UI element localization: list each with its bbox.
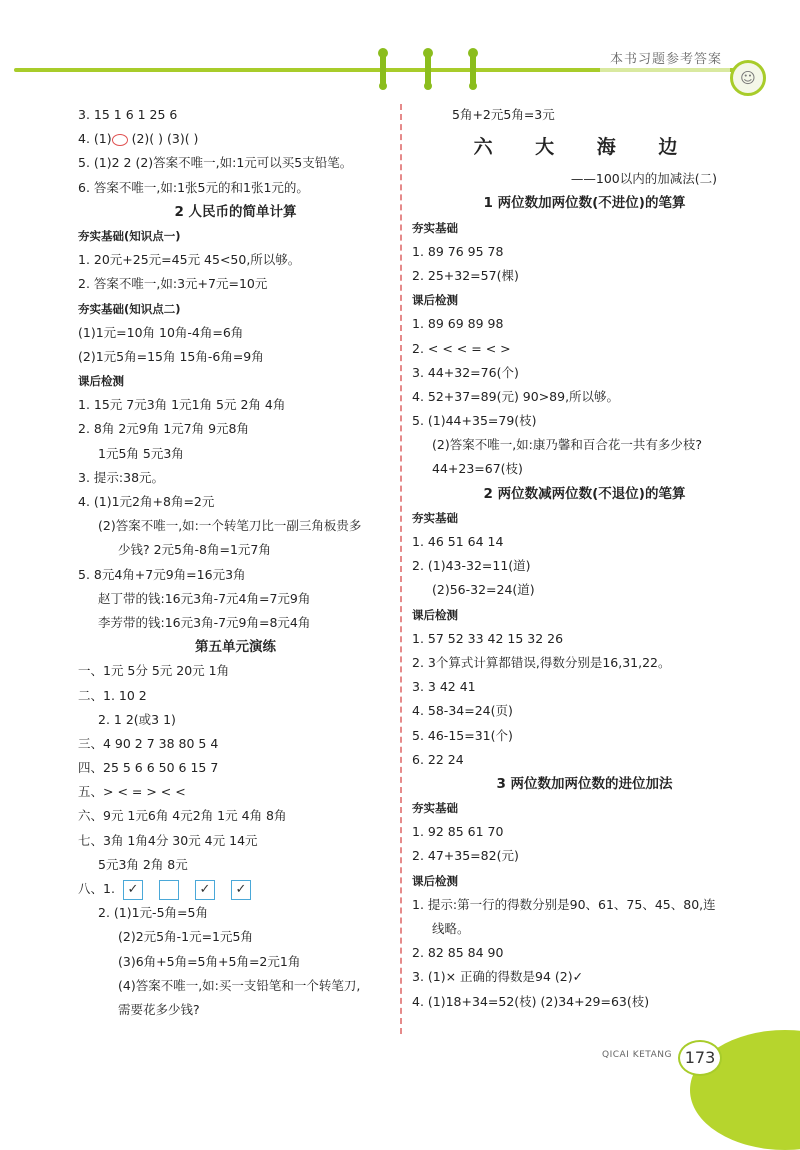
left-line [78,708,393,732]
line-text: 夯实基础 [412,510,458,525]
line-text: 课后检测 [78,374,124,389]
line-text: 1 两位数加两位数(不进位)的笔算 [483,195,686,212]
line-text: 1. 92 85 61 70 [412,824,504,840]
right-line [412,240,757,264]
left-line [78,297,393,321]
left-line [78,853,393,877]
line-text: (2)1元5角=15角 15角-6角=9角 [78,348,264,364]
line-text: (2)答案不唯一,如:康乃馨和百合花一共有多少枝? [432,437,703,453]
line-text: 少钱? 2元5角-8角=1元7角 [118,542,271,558]
line-text: 六 大 海 边 [473,136,696,159]
line-text: 5. (1)2 2 (2)答案不唯一,如:1元可以买5支铅笔。 [78,155,353,171]
left-line [78,442,393,466]
right-line [412,264,757,288]
left-line [78,466,393,490]
line-text: 五、> < = > < < [78,784,186,800]
line-text: 1. 57 52 33 42 15 32 26 [412,630,564,646]
left-line [78,490,393,514]
line-text: 6. 22 24 [412,751,464,767]
left-line [78,901,393,925]
binder-peg [425,52,431,86]
right-line [412,724,757,748]
right-line [412,385,757,409]
check-box: ✓ [231,880,251,900]
header-bar-right [600,68,730,72]
left-line [78,127,393,151]
line-text: 1. 89 76 95 78 [412,243,504,259]
right-line [412,941,757,965]
right-line [412,772,757,796]
left-line [78,417,393,441]
right-line [412,627,757,651]
line-text: 2. 答案不唯一,如:3元+7元=10元 [78,276,268,292]
left-line [78,224,393,248]
right-line [412,216,757,240]
line-text: 2. 3个算式计算都错误,得数分别是16,31,22。 [412,654,671,670]
line-text: 夯实基础 [412,801,458,816]
left-column [78,103,393,1022]
line-text: 5元3角 2角 8元 [98,856,188,872]
left-line [78,732,393,756]
left-line [78,804,393,828]
right-line [412,506,757,530]
line-text: 2 人民币的简单计算 [174,203,297,220]
line-text: 第五单元演练 [195,639,276,656]
line-text: 夯实基础(知识点二) [78,301,181,316]
left-line [78,756,393,780]
line-text: 七、3角 1角4分 30元 4元 14元 [78,832,258,848]
line-text: 2. 8角 2元9角 1元7角 9元8角 [78,421,249,437]
header-title: 本书习题参考答案 [610,52,723,67]
right-line [412,361,757,385]
left-line [78,176,393,200]
left-line [78,829,393,853]
left-line [78,563,393,587]
left-line [78,659,393,683]
line-text: 2. (1)43-32=11(道) [412,558,531,574]
left-line [78,974,393,998]
left-line [78,877,393,901]
line-text: 课后检测 [412,607,458,622]
line-text: 3. 15 1 6 1 25 6 [78,107,178,122]
line-text: 4. 58-34=24(页) [412,703,513,719]
line-text: 3 两位数加两位数的进位加法 [496,775,673,792]
line-text: 2. (1)1元-5角=5角 [98,905,208,921]
line-text: (2)56-32=24(道) [432,582,535,598]
right-line [412,675,757,699]
right-line [412,482,757,506]
line-text: 四、25 5 6 6 50 6 15 7 [78,760,219,776]
line-text: 一、1元 5分 5元 20元 1角 [78,663,230,679]
check-box [159,880,179,900]
line-text: 2. 25+32=57(棵) [412,267,519,283]
left-line [78,393,393,417]
right-line [412,457,757,481]
line-text: (2)2元5角-1元=1元5角 [118,929,253,945]
right-line [412,554,757,578]
line-text: 1元5角 5元3角 [98,445,184,461]
left-line [78,925,393,949]
line-text: 2 两位数减两位数(不退位)的笔算 [483,485,686,502]
right-line [412,699,757,723]
right-line [412,844,757,868]
left-line [78,369,393,393]
right-line [412,603,757,627]
line-text: (4)答案不唯一,如:买一支铅笔和一个转笔刀, [118,977,361,993]
right-line [412,796,757,820]
line-text: 六、9元 1元6角 4元2角 1元 4角 8角 [78,808,287,824]
line-text: 二、1. 10 2 [78,687,147,703]
right-line [412,288,757,312]
line-text: 需要花多少钱? [118,1001,200,1017]
line-text: 3. (1)× 正确的得数是94 (2)✓ [412,969,584,985]
right-line [412,820,757,844]
line-text: 3. 提示:38元。 [78,469,165,485]
check-box: ✓ [195,880,215,900]
right-column [412,103,757,1014]
left-line [78,998,393,1022]
left-line [78,151,393,175]
left-line [78,321,393,345]
line-text: 课后检测 [412,873,458,888]
left-line [78,635,393,659]
line-text: 1. 15元 7元3角 1元1角 5元 2角 4角 [78,397,286,413]
line-text: (3)6角+5角=5角+5角=2元1角 [118,953,301,969]
left-line [78,538,393,562]
right-line [412,103,757,127]
right-line [412,893,757,917]
column-divider [400,104,402,1034]
line-text: 三、4 90 2 7 38 80 5 4 [78,735,219,751]
line-text: 2. < < < = < > [412,340,511,356]
line-text: 2. 47+35=82(元) [412,848,519,864]
left-line [78,103,393,127]
right-line [412,965,757,989]
right-line [412,748,757,772]
left-line [78,950,393,974]
line-text: 课后检测 [412,293,458,308]
footer-brand: QICAI KETANG [602,1050,672,1060]
line-text: 赵丁带的钱:16元3角-7元4角=7元9角 [98,590,311,606]
line-text: 5. 46-15=31(个) [412,727,513,743]
left-line [78,684,393,708]
right-line [412,869,757,893]
line-text: 5. 8元4角+7元9角=16元3角 [78,566,246,582]
circle-mark-icon [112,134,128,146]
left-line [78,587,393,611]
binder-peg [380,52,386,86]
line-text: 2. 1 2(或3 1) [98,711,176,727]
line-text: (1)1元=10角 10角-4角=6角 [78,324,244,340]
line-text: 4. (1)1元2角+8角=2元 [78,494,215,509]
line-text: ——100以内的加减法(二) [570,171,717,187]
right-line [412,167,757,191]
right-line [412,433,757,457]
line-text: 线略。 [432,921,470,936]
line-text: 1. 89 69 89 98 [412,316,504,332]
right-line [412,578,757,602]
left-line [78,248,393,272]
left-line [78,345,393,369]
line-text: 4. (1) [78,131,112,147]
line-text: 4. (1)18+34=52(枝) (2)34+29=63(枝) [412,993,650,1009]
line-text: 夯实基础 [412,220,458,235]
line-text: 1. 20元+25元=45元 45<50,所以够。 [78,252,301,268]
left-line [78,514,393,538]
line-text: 1. 46 51 64 14 [412,534,504,549]
right-line [412,337,757,361]
right-line [412,530,757,554]
mascot-logo-icon: ☺ [730,60,766,96]
line-text: 3. 3 42 41 [412,679,476,695]
line-text: 2. 82 85 84 90 [412,945,504,961]
line-text: 3. 44+32=76(个) [412,364,519,380]
line-text: 1. 提示:第一行的得数分别是90、61、75、45、80,连 [412,896,716,912]
right-line [412,127,757,167]
line-text: 八、1. [78,881,115,896]
right-line [412,917,757,941]
line-text: 5. (1)44+35=79(枝) [412,413,537,429]
right-line [412,990,757,1014]
line-text: (2)答案不唯一,如:一个转笔刀比一副三角板贵多 [98,518,362,534]
line-text: 6. 答案不唯一,如:1张5元的和1张1元的。 [78,179,309,195]
right-line [412,312,757,336]
left-line [78,272,393,296]
line-text-after: (2)( ) (3)( ) [127,131,199,147]
line-text: 李芳带的钱:16元3角-7元9角=8元4角 [98,614,311,630]
binder-peg [470,52,476,86]
right-line [412,409,757,433]
page-number: 173 [678,1040,722,1076]
right-line [412,191,757,215]
line-text: 夯实基础(知识点一) [78,228,181,243]
left-line [78,200,393,224]
left-line [78,780,393,804]
line-text: 5角+2元5角=3元 [452,107,555,122]
left-line [78,611,393,635]
line-text: 44+23=67(枝) [432,461,523,477]
line-text: 4. 52+37=89(元) 90>89,所以够。 [412,388,620,404]
check-box: ✓ [123,880,143,900]
right-line [412,651,757,675]
